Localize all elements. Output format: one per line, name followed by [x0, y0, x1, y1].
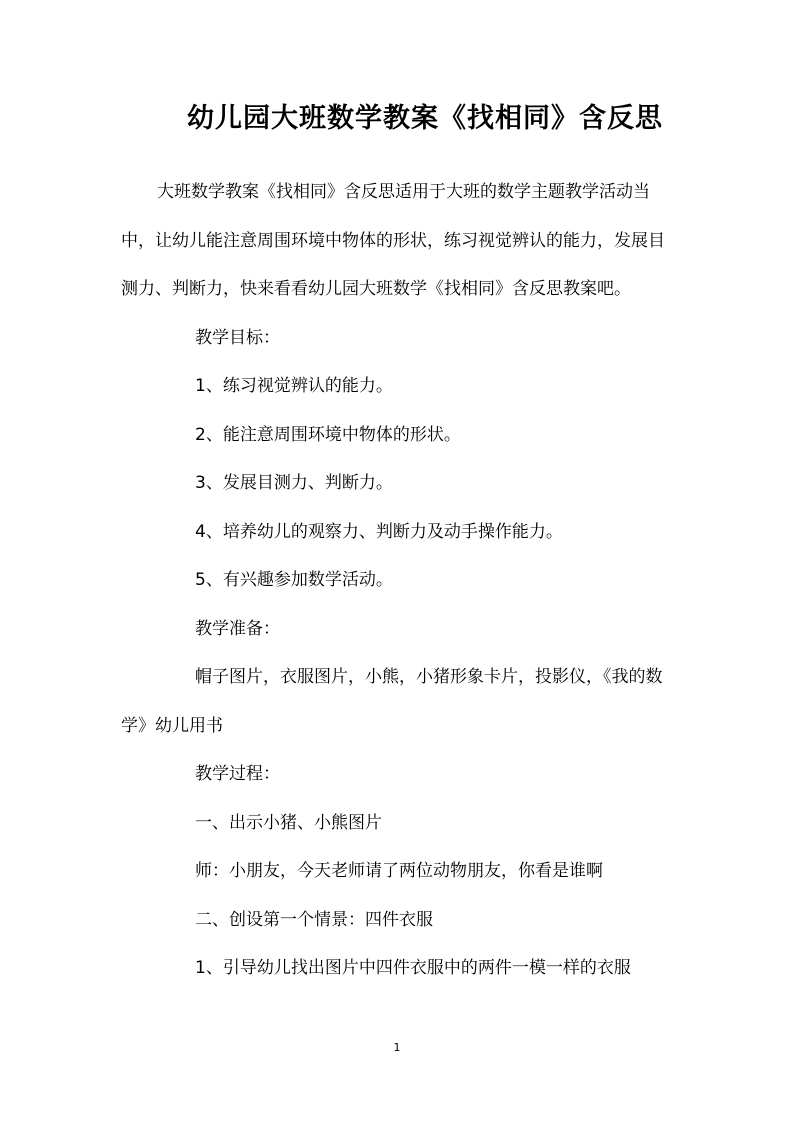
goal-item: 5、有兴趣参加数学活动。 — [195, 570, 393, 590]
process-dialog: 师：小朋友，今天老师请了两位动物朋友，你看是谁啊 — [195, 861, 603, 881]
goal-item: 2、能注意周围环境中物体的形状。 — [195, 424, 461, 445]
goal-item: 1、练习视觉辨认的能力。 — [195, 376, 393, 396]
document-title: 幼儿园大班数学教案《找相同》含反思 — [187, 103, 663, 134]
prep-heading: 教学准备： — [195, 618, 280, 639]
process-step: 二、创设第一个情景：四件衣服 — [195, 909, 433, 930]
document-body — [121, 168, 681, 993]
goals-heading: 教学目标： — [195, 327, 280, 348]
intro-paragraph: 大班数学教案《找相同》含反思适用于大班的数学主题教学活动当中，让幼儿能注意周围环境中物体的形状，练习视觉辨认的能力，发展目测力、判断力，快来看看幼儿园大班数学《找相同》含反思教案吧。 — [121, 182, 665, 299]
prep-paragraph: 帽子图片，衣服图片，小熊，小猪形象卡片，投影仪，《我的数学》幼儿用书 — [121, 667, 663, 736]
process-heading: 教学过程： — [195, 764, 280, 784]
process-sub-item: 1、引导幼儿找出图片中四件衣服中的两件一模一样的衣服 — [195, 958, 631, 978]
process-step: 一、出示小猪、小熊图片 — [195, 812, 382, 833]
goal-item: 3、发展目测力、判断力。 — [195, 473, 393, 493]
goal-item: 4、培养幼儿的观察力、判断力及动手操作能力。 — [195, 521, 563, 542]
page-number: 1 — [393, 1041, 401, 1054]
